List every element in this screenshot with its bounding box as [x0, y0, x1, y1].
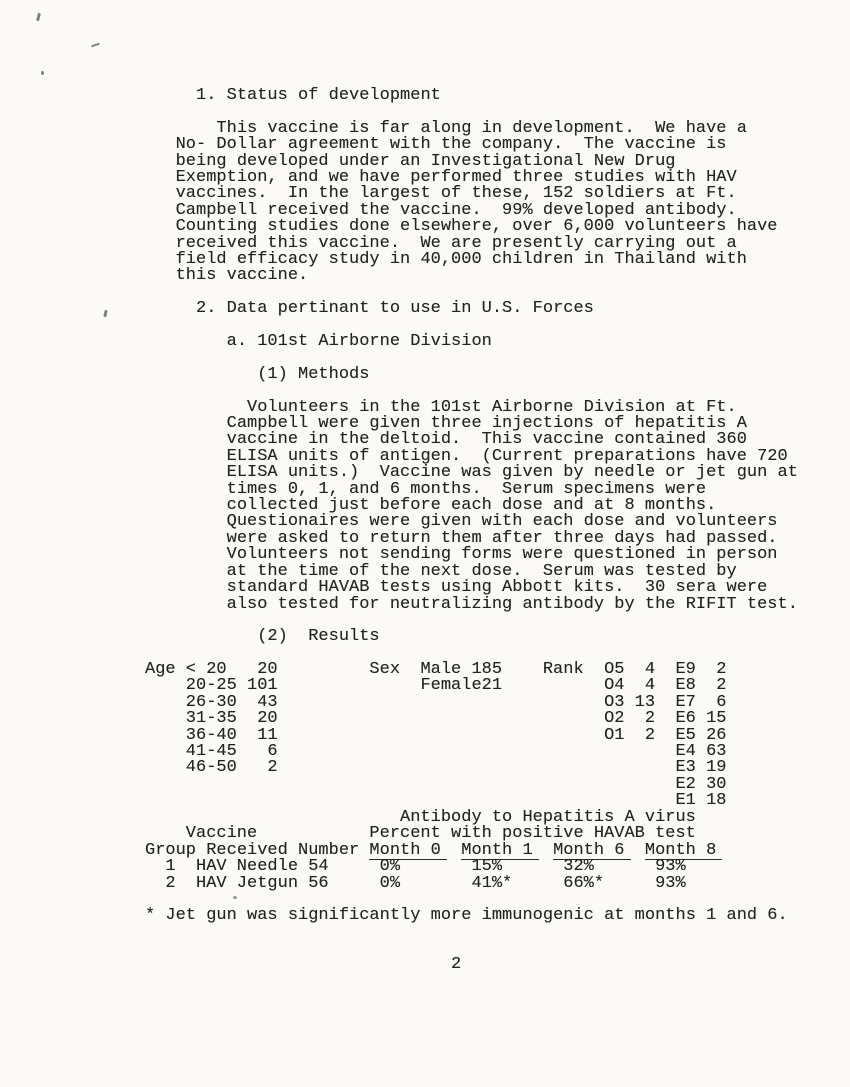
- rank-grade: O1: [604, 725, 625, 745]
- paragraph-line: being developed under an Investigational New Drug: [145, 151, 676, 171]
- scan-artifact: [233, 896, 237, 899]
- sex-count: 21: [481, 676, 503, 696]
- rank-count: 2: [716, 660, 727, 679]
- paragraph-line: This vaccine is far along in development. We have a: [145, 118, 747, 138]
- rank-grade: O3: [604, 692, 625, 712]
- paragraph-line: collected just before each dose and at 8 months.: [145, 496, 717, 516]
- paragraph-line: Questionaires were given with each dose and volunteers: [145, 512, 778, 532]
- scan-artifact: [103, 310, 107, 317]
- rank-label: Rank: [542, 660, 584, 679]
- paragraph-line: standard HAVAB tests using Abbott kits. 30 sera were: [145, 578, 768, 598]
- month-8-value: 93%: [655, 857, 686, 877]
- rank-count: 18: [706, 791, 727, 811]
- section-1-heading: 1. Status of development: [145, 86, 441, 105]
- rank-count: 2: [644, 725, 656, 745]
- vaccine-received: HAV Jetgun: [196, 873, 299, 893]
- age-range: 41-45: [185, 741, 237, 761]
- paragraph-line: Volunteers not sending forms were questioned in person: [145, 545, 778, 565]
- sex-label: Sex: [369, 660, 401, 679]
- paragraph-line: Exemption, and we have performed three studies with HAV: [145, 168, 737, 188]
- rank-grade: O4: [604, 676, 625, 696]
- scan-artifact: [36, 13, 41, 21]
- methods-paragraph: [145, 397, 798, 614]
- sex-category: Female: [420, 676, 482, 696]
- document-body: [145, 88, 798, 646]
- rank-count: 30: [706, 774, 727, 794]
- paragraph-line: also tested for neutralizing antibody by the RIFIT test.: [145, 594, 798, 614]
- rank-grade: O2: [604, 709, 625, 729]
- paragraph-line: received this vaccine. We are presently carrying out a: [145, 233, 737, 253]
- paragraph-line: ELISA units.) Vaccine was given by needle or jet gun at: [145, 463, 798, 483]
- month-8-header: Month 8: [645, 843, 723, 860]
- paragraph-line: times 0, 1, and 6 months. Serum specimens were: [145, 479, 707, 499]
- rank-count: 13: [634, 692, 656, 712]
- month-6-header: Month 6: [553, 843, 631, 860]
- vaccine-column-label: Vaccine: [185, 824, 258, 844]
- table-subtitle: Percent with positive HAVAB test: [369, 824, 696, 844]
- group-received-number-header: Group Received Number: [145, 840, 360, 860]
- rank-count: 4: [644, 676, 656, 696]
- age-count: 101: [247, 676, 278, 696]
- rank-grade: E3: [675, 758, 696, 778]
- month-8-value: 93%: [655, 873, 686, 893]
- sex-count: 185: [471, 660, 503, 679]
- section-1-paragraph: [145, 118, 798, 286]
- paragraph-line: at the time of the next dose. Serum was tested by: [145, 561, 737, 581]
- paragraph-line: No- Dollar agreement with the company. The vaccine is: [145, 135, 727, 155]
- rank-count: 63: [706, 741, 727, 761]
- rank-grade: E7: [675, 692, 696, 712]
- rank-grade: E6: [675, 709, 696, 729]
- rank-grade: E1: [675, 791, 696, 811]
- paragraph-line: Campbell received the vaccine. 99% developed antibody.: [145, 200, 737, 220]
- results-heading: (2) Results: [145, 627, 380, 647]
- age-range: 36-40: [185, 725, 237, 745]
- rank-count: 19: [706, 758, 727, 778]
- vaccine-results-table: [145, 810, 765, 892]
- month-1-value: 41%*: [471, 873, 513, 893]
- rank-count: 6: [716, 692, 727, 712]
- month-0-header: Month 0: [369, 843, 447, 860]
- footnote: * Jet gun was significantly more immunogenic at months 1 and 6.: [145, 906, 788, 925]
- paragraph-line: Counting studies done elsewhere, over 6,000 volunteers have: [145, 217, 778, 237]
- age-range: 31-35: [185, 709, 237, 729]
- rank-count: 4: [644, 660, 656, 679]
- month-1-header: Month 1: [461, 843, 539, 860]
- sex-category: Male: [420, 660, 462, 679]
- table-row: [145, 873, 765, 893]
- age-count: 20: [257, 660, 278, 679]
- demographics-table: [145, 662, 765, 810]
- paragraph-line: ELISA units of antigen. (Current preparations have 720: [145, 446, 788, 466]
- subject-number: 54: [308, 857, 329, 877]
- age-range: 20-25: [185, 676, 237, 696]
- rank-grade: E9: [675, 660, 696, 679]
- rank-grade: E4: [675, 741, 696, 761]
- age-count: 43: [257, 692, 278, 712]
- group-number: 2: [165, 873, 176, 893]
- rank-count: 26: [706, 725, 727, 745]
- age-range: 26-30: [185, 692, 237, 712]
- rank-grade: E5: [675, 725, 696, 745]
- scan-artifact: [41, 71, 44, 75]
- page-number: 2: [451, 955, 462, 974]
- paragraph-line: vaccines. In the largest of these, 152 soldiers at Ft.: [145, 184, 737, 204]
- month-0-value: 0%: [379, 857, 401, 877]
- section-2-heading: 2. Data pertinant to use in U.S. Forces: [145, 299, 594, 319]
- paragraph-line: Volunteers in the 101st Airborne Division at Ft.: [145, 397, 737, 417]
- group-number: 1: [165, 857, 176, 877]
- paragraph-line: vaccine in the deltoid. This vaccine contained 360: [145, 430, 747, 450]
- table-title: Antibody to Hepatitis A virus: [400, 808, 696, 827]
- rank-grade: O5: [604, 660, 625, 679]
- month-1-value: 15%: [471, 857, 503, 877]
- month-0-value: 0%: [379, 873, 401, 893]
- age-count: 6: [267, 741, 278, 761]
- paragraph-line: Campbell were given three injections of hepatitis A: [145, 414, 747, 434]
- rank-count: 2: [644, 709, 656, 729]
- age-count: 2: [267, 758, 278, 778]
- rank-grade: E2: [675, 774, 696, 794]
- age-count: 20: [257, 709, 278, 729]
- methods-heading: (1) Methods: [145, 364, 370, 384]
- vaccine-received: HAV Needle: [196, 857, 299, 877]
- vaccine-rows: [145, 859, 765, 892]
- month-6-value: 32%: [563, 857, 594, 877]
- rank-count: 15: [706, 709, 727, 729]
- scan-artifact: [91, 43, 100, 48]
- paragraph-line: this vaccine.: [145, 266, 309, 286]
- age-count: 11: [257, 725, 278, 745]
- paragraph-line: were asked to return them after three days had passed.: [145, 528, 778, 548]
- age-range: < 20: [185, 660, 227, 679]
- paragraph-line: field efficacy study in 40,000 children in Thailand with: [145, 250, 747, 270]
- rank-count: 2: [716, 676, 727, 696]
- subject-number: 56: [308, 873, 329, 893]
- month-6-value: 66%*: [563, 873, 605, 893]
- age-label: Age: [145, 660, 176, 679]
- age-range: 46-50: [185, 758, 237, 778]
- rank-grade: E8: [675, 676, 696, 696]
- section-2a-subheading: a. 101st Airborne Division: [145, 332, 492, 352]
